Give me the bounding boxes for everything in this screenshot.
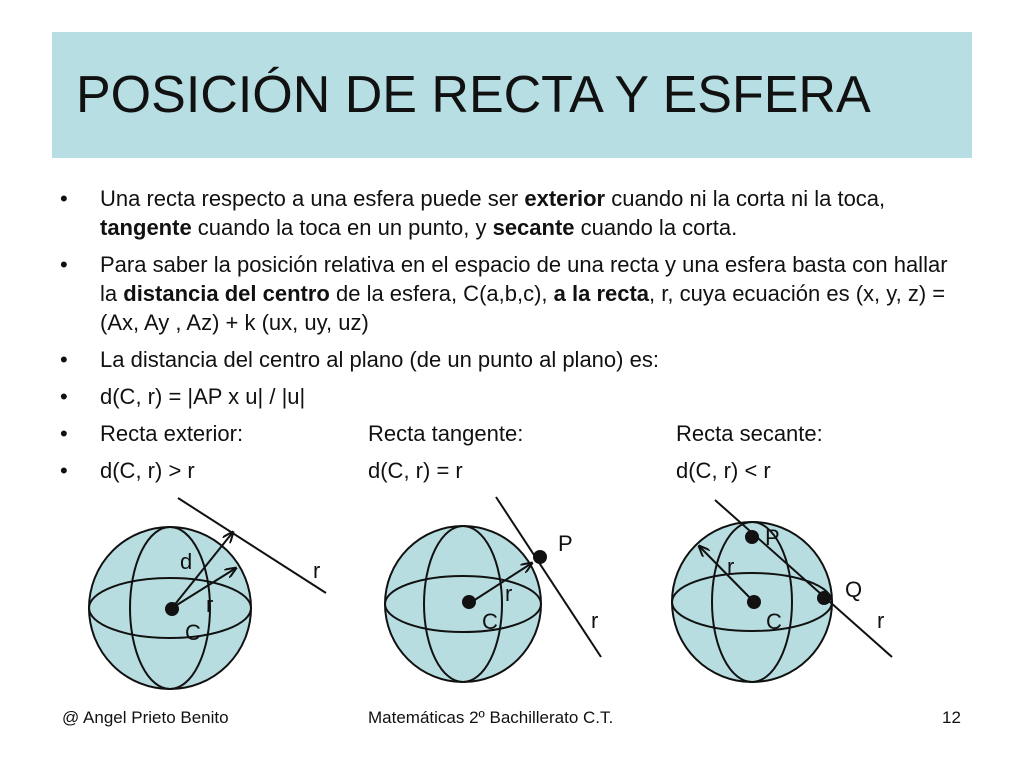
case-label-tangente: Recta tangente: <box>368 421 524 446</box>
label-line: r <box>877 608 885 633</box>
keyword-tangente: tangente <box>100 215 192 240</box>
footer-author: @ Angel Prieto Benito <box>62 708 229 727</box>
keyword-exterior: exterior <box>524 186 606 211</box>
intersection-point-q <box>817 591 831 605</box>
bullet-definition <box>60 184 970 242</box>
label-center: C <box>766 609 782 634</box>
bullet-distance-intro <box>60 345 970 374</box>
figures <box>0 495 1024 695</box>
bullet-method <box>60 250 970 337</box>
bullet-text: cuando la toca en un punto, y <box>191 215 493 240</box>
slide-title: POSICIÓN DE RECTA Y ESFERA <box>76 66 871 124</box>
distance-formula: d(C, r) = |AP x u| / |u| <box>100 384 306 409</box>
center-point <box>165 602 179 616</box>
bullet-text: de la esfera, C(a,b,c), <box>329 281 554 306</box>
bullet-conditions <box>60 456 970 485</box>
bullet-text: Para saber la posición relativa en el espacio de una recta y una esfera basta con hallar la <box>100 252 948 306</box>
sphere-tangente <box>385 497 601 682</box>
tangent-point <box>533 550 547 564</box>
label-d: d <box>180 549 193 574</box>
condition-tangente: d(C, r) = r <box>368 458 463 483</box>
bullet-marker: • <box>60 186 68 211</box>
footer-page-number: 12 <box>942 708 961 727</box>
bullet-marker: • <box>60 421 68 446</box>
label-radius: r <box>505 581 513 606</box>
label-center: C <box>482 609 498 634</box>
footer-course: Matemáticas 2º Bachillerato C.T. <box>368 708 614 727</box>
bullet-marker: • <box>60 252 68 277</box>
condition-exterior: d(C, r) > r <box>100 458 195 483</box>
label-radius: r <box>206 592 214 617</box>
bullet-marker: • <box>60 347 68 372</box>
center-point <box>462 595 476 609</box>
bullet-marker: • <box>60 458 68 483</box>
label-p: P <box>765 525 780 550</box>
label-center: C <box>185 620 201 645</box>
keyword-distancia: distancia del centro <box>123 281 330 306</box>
label-line: r <box>313 558 321 583</box>
bullet-distance-formula <box>60 382 970 411</box>
bullet-text: , r, cuya ecuación es (x, y, z) = (Ax, Ay , Az) + k (ux, uy, uz) <box>100 281 946 335</box>
bullet-text: Una recta respecto a una esfera puede ser <box>100 186 525 211</box>
bullet-text: cuando la corta. <box>574 215 738 240</box>
label-q: Q <box>845 577 863 602</box>
center-point <box>747 595 761 609</box>
label-p: P <box>558 531 573 556</box>
title-bar <box>52 32 972 158</box>
bullet-marker: • <box>60 384 68 409</box>
bullet-text: La distancia del centro al plano (de un punto al plano) es: <box>100 347 659 372</box>
intersection-point-p <box>745 530 759 544</box>
case-label-secante: Recta secante: <box>676 421 823 446</box>
keyword-secante: secante <box>492 215 575 240</box>
bullet-text: cuando ni la corta ni la toca, <box>605 186 886 211</box>
case-label-exterior: Recta exterior: <box>100 421 244 446</box>
keyword-a-la-recta: a la recta <box>553 281 650 306</box>
bullet-list <box>60 184 970 493</box>
condition-secante: d(C, r) < r <box>676 458 771 483</box>
label-line: r <box>591 608 599 633</box>
bullet-cases <box>60 419 970 448</box>
label-radius: r <box>727 554 735 579</box>
